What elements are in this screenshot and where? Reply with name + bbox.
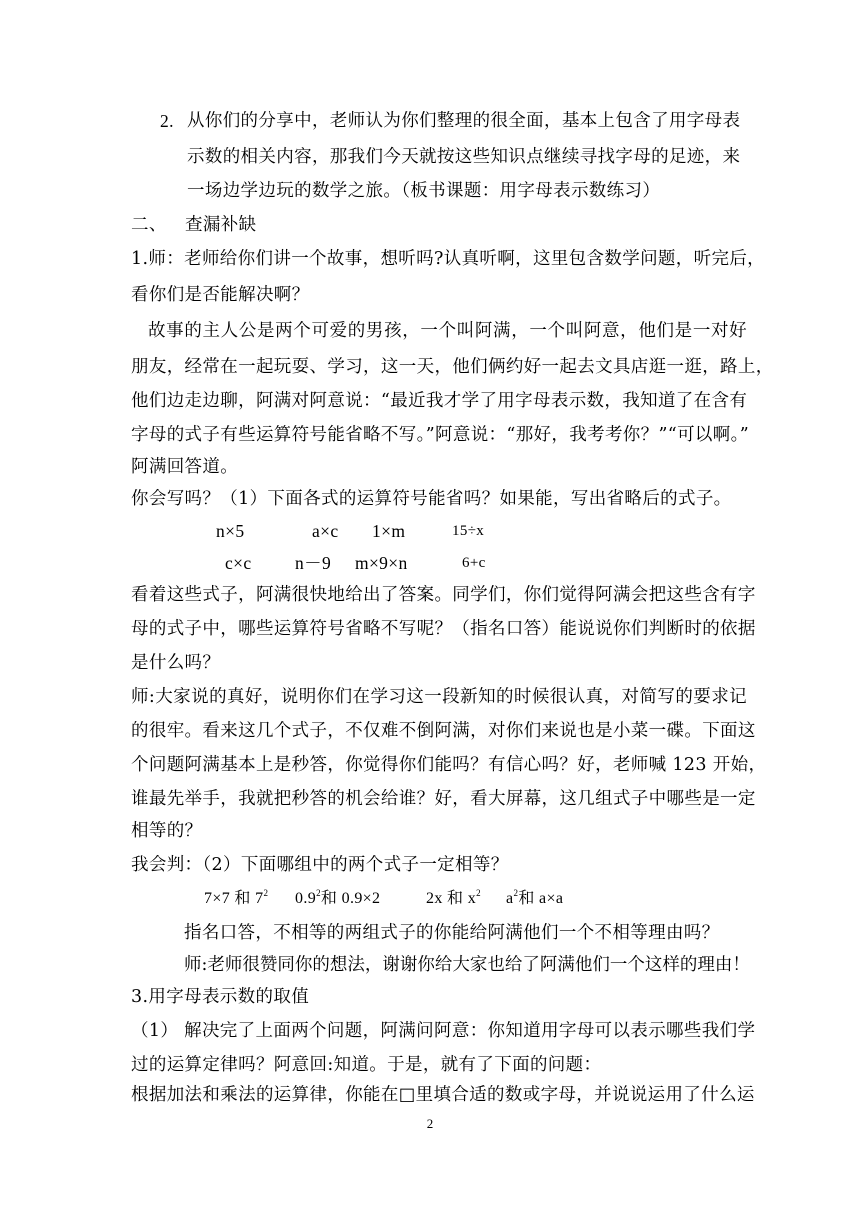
paragraph-line: 看你们是否能解决啊？ bbox=[131, 285, 310, 305]
paragraph-line: 师:老师很赞同你的想法，谢谢你给大家也给了阿满他们一个这样的理由！ bbox=[184, 955, 750, 975]
expression-pair bbox=[295, 888, 380, 910]
paragraph-line: 字母的式子有些运算符号能省略不写。”阿意说：“那好，我考考你？”“可以啊。” bbox=[131, 425, 750, 445]
expression-text: a bbox=[506, 890, 514, 907]
paragraph-line: 阿满回答道。 bbox=[131, 457, 239, 477]
expression-pair bbox=[204, 888, 268, 910]
expression-text: 0.9 bbox=[295, 890, 317, 907]
expression-text: 2x 和 x bbox=[426, 890, 477, 907]
paragraph-line: 师:大家说的真好，说明你们在学习这一段新知的时候很认真，对简写的要求记 bbox=[131, 687, 747, 707]
section-number: 二、 bbox=[131, 215, 167, 235]
expression-text: 和 a×a bbox=[518, 890, 564, 907]
page-number: 2 bbox=[426, 1116, 434, 1131]
paragraph-line: 朋友，经常在一起玩耍、学习，这一天，他们俩约好一起去文具店逛一逛，路上， bbox=[131, 357, 774, 377]
expression-text: 和 0.9×2 bbox=[320, 890, 381, 907]
expression: n×5 bbox=[216, 521, 245, 541]
paragraph-line: 相等的？ bbox=[131, 821, 203, 841]
paragraph-line: 从你们的分享中，老师认为你们整理的很全面，基本上包含了用字母表 bbox=[187, 111, 741, 131]
paragraph-line: 母的式子中，哪些运算符号省略不写呢？（指名口答）能说说你们判断时的依据 bbox=[131, 619, 756, 639]
paragraph-line: 示数的相关内容，那我们今天就按这些知识点继续寻找字母的足迹，来 bbox=[187, 147, 741, 167]
question-prompt: 你会写吗？（1）下面各式的运算符号能省吗？如果能，写出省略后的式子。 bbox=[131, 489, 732, 509]
exponent: 2 bbox=[476, 888, 481, 898]
exponent: 2 bbox=[263, 888, 269, 898]
paragraph-line: 谁最先举手，我就把秒答的机会给谁？好，看大屏幕，这几组式子中哪些是一定 bbox=[131, 789, 756, 809]
paragraph-line: 过的运算定律吗？阿意回:知道。于是，就有了下面的问题： bbox=[131, 1055, 602, 1075]
paragraph-line: 故事的主人公是两个可爱的男孩，一个叫阿满，一个叫阿意，他们是一对好 bbox=[148, 321, 747, 341]
expression: 6+c bbox=[462, 555, 486, 571]
paragraph-line: 的很牢。看来这几个式子，不仅难不倒阿满，对你们来说也是小菜一碟。下面这 bbox=[131, 721, 756, 741]
paragraph-line: 1.师：老师给你们讲一个故事，想听吗?认真听啊，这里包含数学问题，听完后， bbox=[131, 249, 766, 269]
expression: n－9 bbox=[295, 553, 332, 573]
expression: m×9×n bbox=[355, 553, 408, 573]
exponent: 2 bbox=[316, 888, 321, 898]
paragraph-line: 他们边走边聊，阿满对阿意说：“最近我才学了用字母表示数，我知道了在含有 bbox=[131, 391, 748, 411]
section-heading: 查漏补缺 bbox=[185, 215, 257, 235]
section-heading: 3.用字母表示数的取值 bbox=[131, 987, 310, 1007]
paragraph-line: （1） 解决完了上面两个问题，阿满问阿意：你知道用字母可以表示哪些我们学 bbox=[131, 1021, 756, 1041]
paragraph-line: 个问题阿满基本上是秒答，你觉得你们能吗？有信心吗？好，老师喊 123 开始， bbox=[131, 755, 767, 775]
paragraph-line: 根据加法和乘法的运算律，你能在□里填合适的数或字母，并说说运用了什么运 bbox=[131, 1085, 755, 1105]
expression-pair bbox=[426, 888, 481, 910]
question-prompt: 我会判：（2）下面哪组中的两个式子一定相等？ bbox=[131, 855, 509, 875]
expression: 15÷x bbox=[452, 523, 485, 539]
exponent: 2 bbox=[513, 888, 519, 898]
expression: a×c bbox=[312, 521, 339, 541]
expression-pair bbox=[506, 888, 563, 910]
expression: 1×m bbox=[372, 521, 406, 541]
paragraph-line: 指名口答，不相等的两组式子的你能给阿满他们一个不相等理由吗？ bbox=[184, 923, 720, 943]
paragraph-line: 一场边学边玩的数学之旅。（板书课题：用字母表示数练习） bbox=[187, 181, 661, 201]
paragraph-line: 看着这些式子，阿满很快地给出了答案。同学们，你们觉得阿满会把这些含有字 bbox=[131, 585, 756, 605]
paragraph-line: 是什么吗？ bbox=[131, 653, 221, 673]
list-number: 2. bbox=[160, 111, 174, 131]
expression-text: 7×7 和 7 bbox=[204, 890, 264, 907]
expression: c×c bbox=[225, 553, 252, 573]
